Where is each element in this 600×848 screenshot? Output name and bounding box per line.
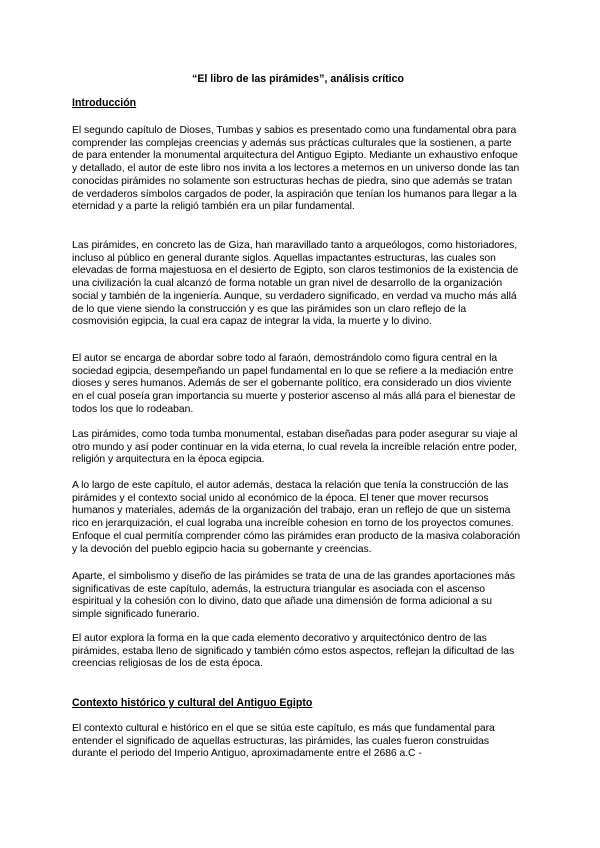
paragraph: El autor explora la forma en la que cada elemento decorativo y arquitectónico dentro de las pirámides, estaba lleno de significado y también cómo estos aspectos, reflejan la dificultad de las creencias religiosas de los de esta época. [72, 633, 515, 670]
paragraph: El segundo capítulo de Dioses, Tumbas y sabios es presentado como una fundamental obra para comprender las complejas creencias y además sus prácticas culturales que la sostienen, a parte de para entender la monumental arquitectura del Antiguo Egipto. Mediante un exhaustivo enfoque y detallado, el autor de este libro nos invita a los lectores a meternos en un universo donde las tan conocidas pirámides no solamente son estructuras hechas de piedra, sino que además se tratan de verdaderos símbolos cargados de poder, la aspiración que tenían los humanos para llegar a la eternidad y a parte la religió también era un pilar fundamental. [72, 125, 520, 213]
paragraph: A lo largo de este capítulo, el autor además, destaca la relación que tenía la construcción de las pirámides y el contexto social unido al económico de la época. El tener que mover recursos humanos y materiales, además de la organización del trabajo, eran un reflejo de que un sistema rico en jerarquización, el cual lograba una increíble cohesion en torno de los proyectos comunes. Enfoque el cual permitía comprender cómo las pirámides eran producto de la masiva colaboración y la devoción del pueblo egipcio hacia su gobernante y creencias. [72, 480, 521, 555]
paragraph: Aparte, el simbolismo y diseño de las pirámides se trata de una de las grandes aportaciones más significativas de este capítulo, además, la estructura triangular es asociada con el ascenso espiritual y la cohesión con lo divino, dato que añade una dimensión de forma adicional a su simple significado funerario. [72, 571, 515, 621]
paragraph: El contexto cultural e histórico en el que se sitúa este capítulo, es más que fundamental para entender el significado de aquellas estructuras, las pirámides, las cuales fueron construidas durante el periodo del Imperio Antiguo, aproximadamente entre el 2686 a.C - [72, 723, 495, 760]
paragraph: Las pirámides, como toda tumba monumental, estaban diseñadas para poder asegurar su viaje al otro mundo y así poder continuar en la vida eterna, lo cual revela la increíble relación entre poder, religión y arquitectura en la época egipcia. [72, 429, 518, 466]
section-heading-introduccion: Introducción [72, 97, 137, 109]
document-title: “El libro de las pirámides”, análisis crítico [192, 73, 404, 85]
paragraph: El autor se encarga de abordar sobre todo al faraón, demostrándolo como figura central en la sociedad egipcia, desempeñando un papel fundamental en lo que se refiere a la mediación entre dioses y seres humanos. Además de ser el gobernante político, era considerado un dios viviente en el cual poseía gran importancia su muerte y posterior ascenso al más allá para el bienestar de todos los que lo rodeaban. [72, 353, 516, 415]
section-heading-contexto: Contexto histórico y cultural del Antiguo Egipto [72, 697, 313, 709]
paragraph: Las pirámides, en concreto las de Giza, han maravillado tanto a arqueólogos, como historiadores, incluso al público en general durante siglos. Aquellas impactantes estructuras, las cuales son elevadas de forma majestuosa en el desierto de Egipto, son claros testimonios de la existencia de una civilización la cual alcanzó de forma notable un gran nivel de desarrollo de la organización social y también de la ingeniería. Aunque, su verdadero significado, en verdad va mucho más allá de lo que viene siendo la construcción y es que las pirámides son un claro reflejo de la cosmovisión egipcia, la cual era capaz de integrar la vida, la muerte y lo divino. [72, 240, 519, 328]
